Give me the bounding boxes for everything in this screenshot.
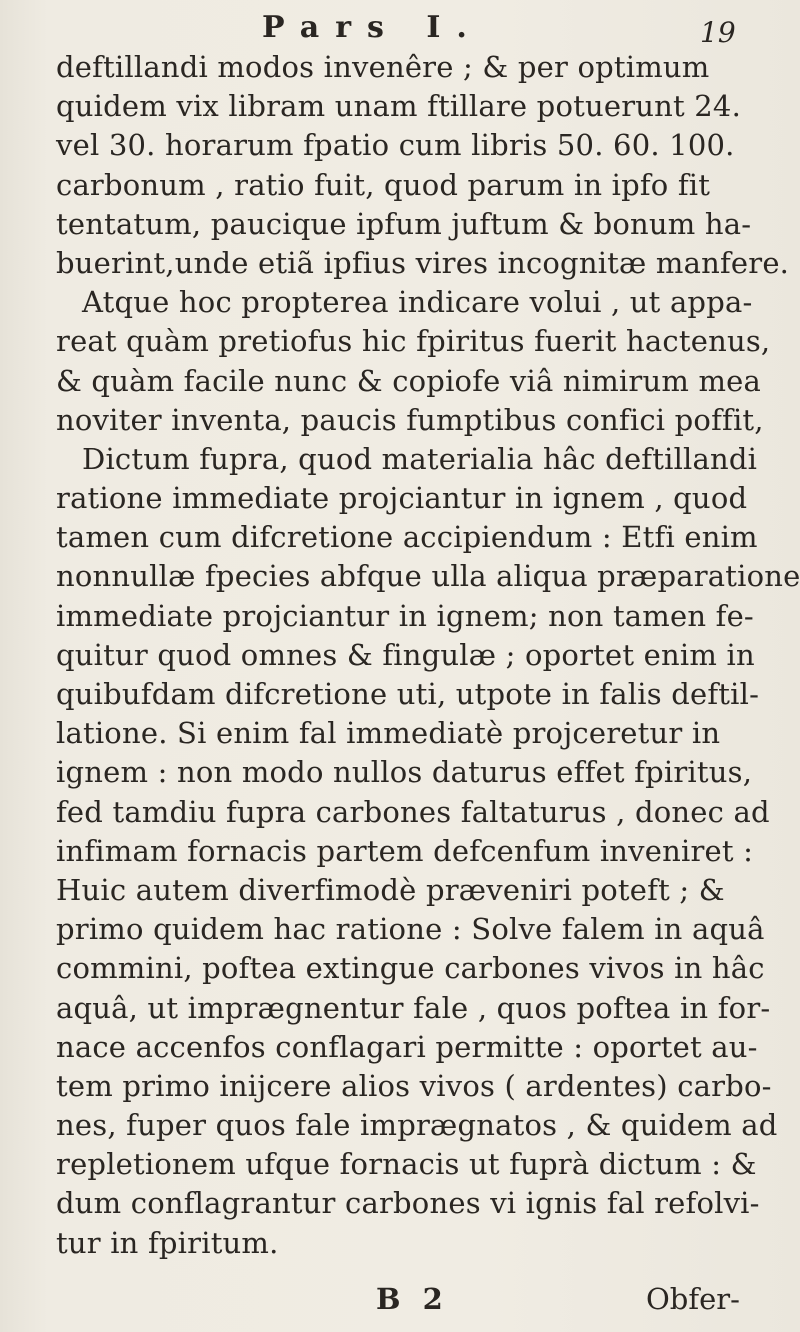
text-line: nes, fuper quos fale imprægnatos , & quidem ad — [56, 1108, 778, 1143]
running-head: Pars I. — [262, 10, 483, 45]
text-line: noviter inventa, paucis fumptibus confici poffit, — [56, 402, 764, 437]
text-line: latione. Si enim fal immediatè projceretur in — [56, 716, 721, 751]
text-line: quidem vix libram unam ftillare potuerunt 24. — [56, 89, 742, 124]
text-line: tem primo inijcere alios vivos ( ardentes) carbo- — [56, 1068, 772, 1103]
text-line: fed tamdiu fupra carbones faltaturus , donec ad — [56, 794, 770, 829]
text-line: deftillandi modos invenêre ; & per optimum — [56, 50, 710, 84]
text-line: nonnullæ fpecies abfque ulla aliqua præparatione — [56, 559, 800, 594]
text-line: quitur quod omnes & fingulæ ; oportet enim in — [56, 637, 755, 672]
text-line: immediate projciantur in ignem; non tamen fe- — [56, 598, 754, 633]
text-line: quibufdam difcretione uti, utpote in falis deftil- — [56, 677, 760, 711]
text-line: Huic autem diverfimodè præveniri poteft ; & — [56, 872, 725, 907]
text-line: nace accenfos conflagari permitte : oportet au- — [56, 1029, 758, 1064]
text-line: primo quidem hac ratione : Solve falem in aquâ — [56, 912, 765, 947]
text-line: ignem : non modo nullos daturus effet fpiritus, — [56, 755, 753, 790]
text-line: tur in fpiritum. — [56, 1225, 279, 1260]
page-number: 19 — [700, 16, 736, 49]
page-footer — [0, 1282, 800, 1322]
catchword: Obfer- — [646, 1282, 740, 1316]
text-line: ratione immediate projciantur in ignem , quod — [56, 481, 748, 516]
body-text — [56, 48, 800, 1263]
text-line: repletionem ufque fornacis ut fuprà dictum : & — [56, 1147, 757, 1182]
text-line: buerint,unde etiã ipfius vires incognitæ manfere. — [56, 245, 790, 280]
signature-mark: B 2 — [376, 1282, 449, 1316]
text-line: tamen cum difcretione accipiendum : Etfi enim — [56, 520, 758, 555]
text-line: vel 30. horarum fpatio cum libris 50. 60. 100. — [56, 128, 735, 163]
text-line: reat quàm pretiofus hic fpiritus fuerit hactenus, — [56, 324, 771, 359]
text-line: Atque hoc propterea indicare volui , ut appa- — [82, 285, 753, 320]
text-line: dum conflagrantur carbones vi ignis fal refolvi- — [56, 1186, 760, 1221]
text-line: infimam fornacis partem defcenfum inveniret : — [56, 833, 754, 868]
text-line: commini, poftea extingue carbones vivos in hâc — [56, 951, 765, 986]
page-header — [0, 10, 800, 49]
text-line: tentatum, paucique ipfum juftum & bonum ha- — [56, 206, 752, 241]
text-line: & quàm facile nunc & copiofe viâ nimirum mea — [56, 363, 762, 398]
text-line: Dictum fupra, quod materialia hâc deftillandi — [82, 441, 758, 476]
text-line: carbonum , ratio fuit, quod parum in ipfo fit — [56, 167, 711, 202]
text-line: aquâ, ut imprægnentur fale , quos poftea in for- — [56, 990, 771, 1025]
